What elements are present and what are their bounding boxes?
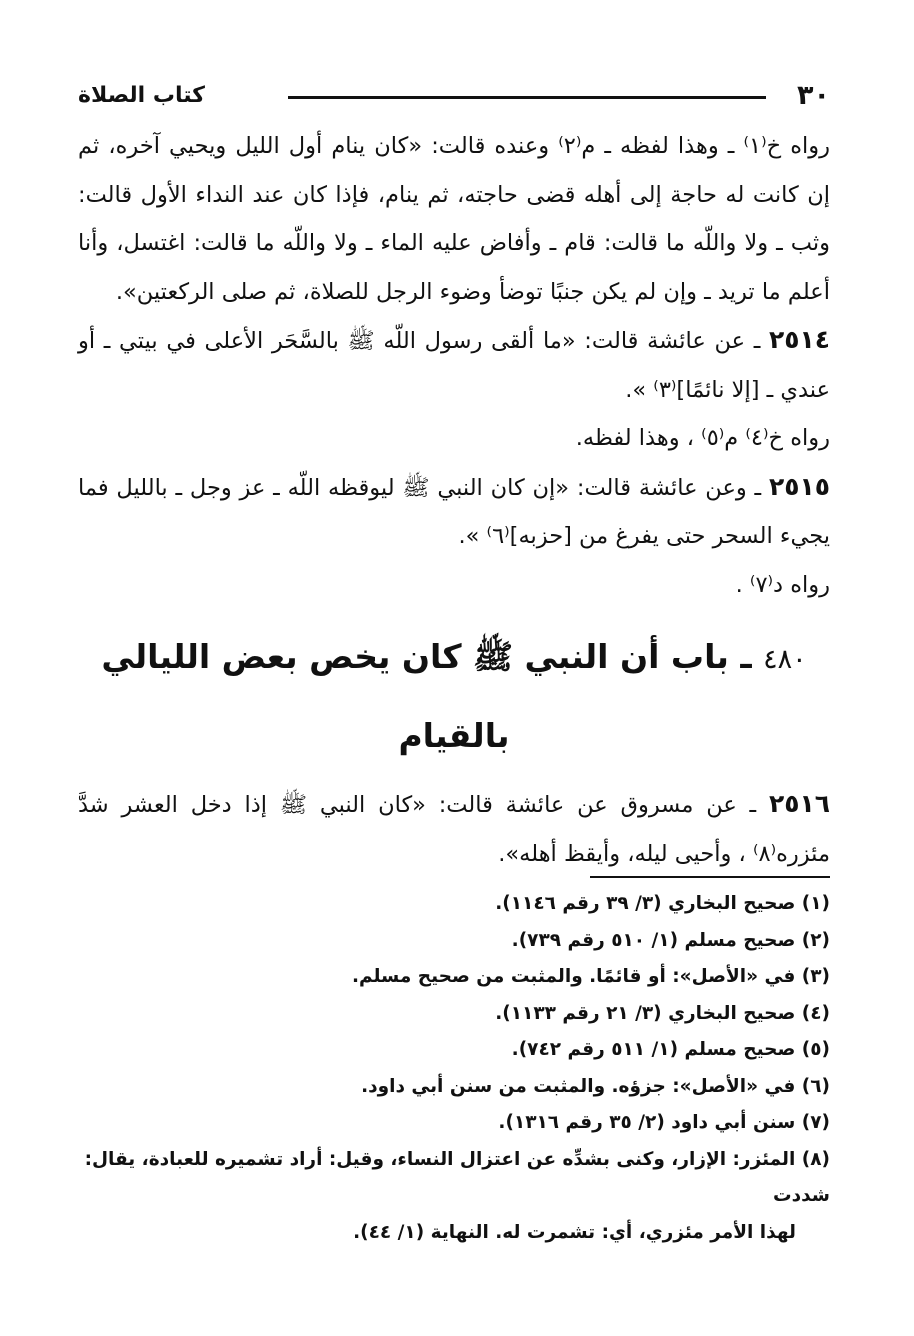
main-text xyxy=(78,122,830,878)
footnote-4: (٤) صحيح البخاري (٣/ ٢١ رقم ١١٣٣). xyxy=(495,1002,830,1024)
footnote-6: (٦) في «الأصل»: جزؤه. والمثبت من سنن أبي داود. xyxy=(361,1075,830,1097)
header-rule xyxy=(288,96,766,99)
footnote-1: (١) صحيح البخاري (٣/ ٣٩ رقم ١١٤٦). xyxy=(495,893,830,914)
hadith-number: ٢٥١٥ xyxy=(768,471,830,501)
footnote-5: (٥) صحيح مسلم (١/ ٥١١ رقم ٧٤٢). xyxy=(511,1039,830,1060)
footnote-rule xyxy=(590,876,830,878)
page-number: ٣٠ xyxy=(797,80,830,111)
footnotes xyxy=(78,886,830,1251)
hadith-number: ٢٥١٦ xyxy=(768,789,830,818)
hadith-number: ٢٥١٤ xyxy=(768,325,830,354)
footnote-8: (٨) المئزر: الإزار، وكنى بشدِّه عن اعتزال النساء، وقيل: أراد تشميره للعبادة، يقال: شددت xyxy=(84,1148,830,1206)
chapter-title: ـ باب أن النبي ﷺ كان يخص بعض الليالي بالقيام xyxy=(101,637,764,755)
hadith-text: ـ وعن عائشة قالت: «إن كان النبي ﷺ ليوقظه اللّه ـ عز وجل ـ بالليل فما يجيء السحر حتى يفرغ من [حزبه]⁽٦⁾ ». xyxy=(78,474,830,549)
footnote-7: (٧) سنن أبي داود (٢/ ٣٥ رقم ١٣١٦). xyxy=(498,1112,830,1133)
page-header xyxy=(78,78,830,114)
paragraph-continuation: رواه خ⁽١⁾ ـ وهذا لفظه ـ م⁽٢⁾ وعنده قالت: «كان ينام أول الليل ويحيي آخره، ثم إن كانت له حاجة إلى أهله قضى حاجته، ثم ينام، فإذا كان عند النداء الأول قالت: وثب ـ ولا واللّه ما قالت: قام ـ وأفاض عليه الماء ـ ولا واللّه ما قالت: اغتسل، وأنا أعلم ما تريد ـ وإن لم يكن جنبًا توضأ وضوء الرجل للصلاة، ثم صلى الركعتين». xyxy=(78,133,830,305)
book-title: كتاب الصلاة xyxy=(78,83,205,108)
hadith-text: ـ عن عائشة قالت: «ما ألقى رسول اللّه ﷺ بالسَّحَر الأعلى في بيتي ـ أو عندي ـ [إلا نائمًا]⁽٣⁾ ». xyxy=(78,328,830,403)
footnote-8-continued: لهذا الأمر مئزري، أي: تشمرت له. النهاية (١/ ٤٤). xyxy=(353,1221,796,1243)
hadith-2514-source: رواه خ⁽٤⁾ م⁽٥⁾ ، وهذا لفظه. xyxy=(575,425,830,451)
hadith-2515-source: رواه د⁽٧⁾ . xyxy=(735,571,830,598)
hadith-2515 xyxy=(78,463,830,561)
hadith-text: ـ عن مسروق عن عائشة قالت: «كان النبي ﷺ إذا دخل العشر شدَّ مئزره⁽٨⁾ ، وأحيى ليله، وأيقظ أهله». xyxy=(78,792,830,867)
footnote-2: (٢) صحيح مسلم (١/ ٥١٠ رقم ٧٣٩). xyxy=(511,929,830,951)
hadith-2516 xyxy=(78,780,830,878)
chapter-number: ٤٨٠ xyxy=(763,644,807,675)
footnote-3: (٣) في «الأصل»: أو قائمًا. والمثبت من صحيح مسلم. xyxy=(351,966,830,987)
hadith-2514 xyxy=(78,316,830,414)
chapter-heading xyxy=(78,619,830,774)
